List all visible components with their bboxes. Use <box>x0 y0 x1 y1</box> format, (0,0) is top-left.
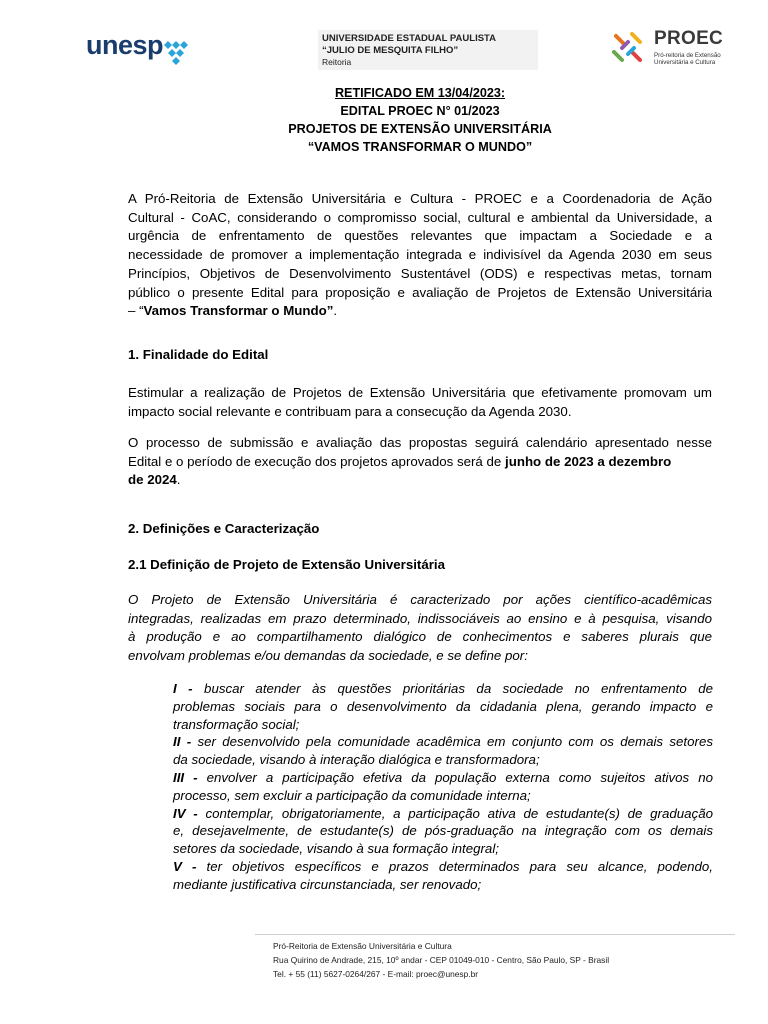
intro-line: urgência de enfrentamento de questões relevantes que impactam a Sociedade e a <box>128 228 712 244</box>
list-item-text: envolver a participação efetiva da população externa como sujeitos ativos no <box>197 769 713 785</box>
list-item-number: I - <box>173 681 193 696</box>
proec-subtitle-1: Pró-reitoria de Extensão <box>654 52 721 59</box>
list-item-number: II - <box>173 734 192 750</box>
list-item-line: da sociedade, visando à interação dialógica e transformadora; <box>173 752 540 768</box>
footer-divider <box>255 934 735 935</box>
section-2-1-paragraph <box>128 591 712 666</box>
period-text: Edital e o período de execução dos projetos aprovados será de <box>128 453 505 469</box>
list-item-text: ser desenvolvido pela comunidade acadêmica em conjunto com os demais setores <box>191 734 713 750</box>
section-1-heading: 1. Finalidade do Edital <box>128 347 269 362</box>
section-1-paragraph-2 <box>128 434 712 490</box>
intro-last-line <box>128 302 712 321</box>
intro-line: Princípios, Objetivos de Desenvolvimento Sustentável (ODS) e respectivas metas, tornam <box>128 265 712 281</box>
list-item-number: III - <box>173 769 198 785</box>
list-item <box>173 858 713 894</box>
section-2-heading: 2. Definições e Caracterização <box>128 521 320 536</box>
intro-paragraph <box>128 190 712 321</box>
list-item-line <box>173 805 713 823</box>
paragraph-line: integradas, realizadas em prazo determinado, indissociáveis ao ensino e à pesquisa, visando <box>128 610 712 626</box>
intro-line: Cultural - CoAC, considerando o compromisso social, cultural e ambiental da Universidade, a <box>128 209 712 225</box>
intro-last-prefix: – “ <box>128 303 144 319</box>
list-item <box>173 769 713 805</box>
section-1-paragraph-1 <box>128 384 712 421</box>
paragraph-line: impacto social relevante e contribuam para a consecução da Agenda 2030. <box>128 403 572 419</box>
university-unit: Reitoria <box>322 57 352 67</box>
list-item-line <box>173 680 713 698</box>
list-item <box>173 805 713 858</box>
list-item-line: e, desejavelmente, de estudante(s) de pós-graduação na integração com os demais <box>173 823 713 839</box>
document-title: PROJETOS DE EXTENSÃO UNIVERSITÁRIA <box>288 122 552 136</box>
proec-subtitle-2: Universitária e Cultura <box>654 59 716 66</box>
unesp-logo <box>86 30 196 66</box>
definition-list <box>173 680 713 894</box>
list-item-line: setores da sociedade, visando à sua formação integral; <box>173 841 499 857</box>
list-item-text: buscar atender às questões prioritárias da sociedade no enfrentamento de <box>192 681 713 696</box>
footer-contact: Tel. + 55 (11) 5627-0264/267 - E-mail: proec@unesp.br <box>273 969 479 979</box>
period-suffix: . <box>176 472 181 488</box>
list-item-number: V - <box>173 858 197 874</box>
proec-emblem-icon <box>606 26 650 70</box>
list-item-line: mediante justificativa circunstanciada, ser renovado; <box>173 876 482 892</box>
list-item-number: IV - <box>173 805 198 821</box>
proec-logo <box>606 26 736 70</box>
rectification-title <box>0 86 768 100</box>
intro-last-suffix: . <box>333 303 338 319</box>
paragraph-line: Estimular a realização de Projetos de Extensão Universitária que efetivamente promovam um <box>128 385 712 400</box>
list-item-line <box>173 733 713 751</box>
list-item-line: processo, sem excluir a participação da comunidade interna; <box>173 787 531 803</box>
paragraph-line: envolvam problemas e/ou demandas da sociedade, e se define por: <box>128 648 528 664</box>
program-name: Vamos Transformar o Mundo” <box>143 303 334 319</box>
rectification-date: RETIFICADO EM 13/04/2023 <box>334 86 501 100</box>
list-item <box>173 733 713 769</box>
edital-number: EDITAL PROEC N° 01/2023 <box>340 104 500 118</box>
university-name: UNIVERSIDADE ESTADUAL PAULISTA <box>322 33 497 44</box>
university-subname: “JULIO DE MESQUITA FILHO” <box>322 45 459 56</box>
paragraph-line: O Projeto de Extensão Universitária é caracterizado por ações científico-acadêmicas <box>128 592 712 607</box>
period-start: junho de 2023 a dezembro <box>505 453 672 469</box>
list-item-line <box>173 769 713 787</box>
section-2-1-heading: 2.1 Definição de Projeto de Extensão Universitária <box>128 557 446 572</box>
intro-line: necessidade de promover a implementação integrada e indivisível da Agenda 2030 em seus <box>128 247 712 263</box>
unesp-emblem-icon <box>160 35 194 65</box>
rectification-colon: : <box>500 86 506 100</box>
intro-line: A Pró-Reitoria de Extensão Universitária e Cultura - PROEC e a Coordenadoria de Ação <box>128 191 712 206</box>
unesp-logo-text: unesp <box>86 30 164 60</box>
university-header <box>318 30 538 70</box>
list-item-line: problemas sociais para o desenvolvimento da cidadania plena, gerando impacto e <box>173 698 713 714</box>
list-item-text: contemplar, obrigatoriamente, a participação ativa de estudante(s) de graduação <box>197 805 713 821</box>
period-end: de 2024 <box>128 472 177 488</box>
paragraph-line <box>128 453 712 472</box>
list-item-text: ter objetivos específicos e prazos determinados para seu alcance, podendo, <box>196 858 713 874</box>
program-slogan: “VAMOS TRANSFORMAR O MUNDO” <box>307 140 533 154</box>
list-item <box>173 680 713 733</box>
proec-name: PROEC <box>654 28 724 49</box>
paragraph-line <box>128 471 712 490</box>
footer-institution: Pró-Reitoria de Extensão Universitária e Cultura <box>273 941 452 951</box>
paragraph-line: O processo de submissão e avaliação das propostas seguirá calendário apresentado nesse <box>128 435 712 450</box>
list-item-line <box>173 858 713 876</box>
intro-line: público o presente Edital para proposição e avaliação de Projetos de Extensão Universitária <box>128 284 712 300</box>
list-item-line: transformação social; <box>173 716 300 732</box>
paragraph-line: à produção e ao compartilhamento dialógico de conhecimentos e saberes plurais que <box>128 629 712 645</box>
footer-address: Rua Quirino de Andrade, 215, 10º andar - CEP 01049-010 - Centro, São Paulo, SP - Brasil <box>273 955 610 965</box>
